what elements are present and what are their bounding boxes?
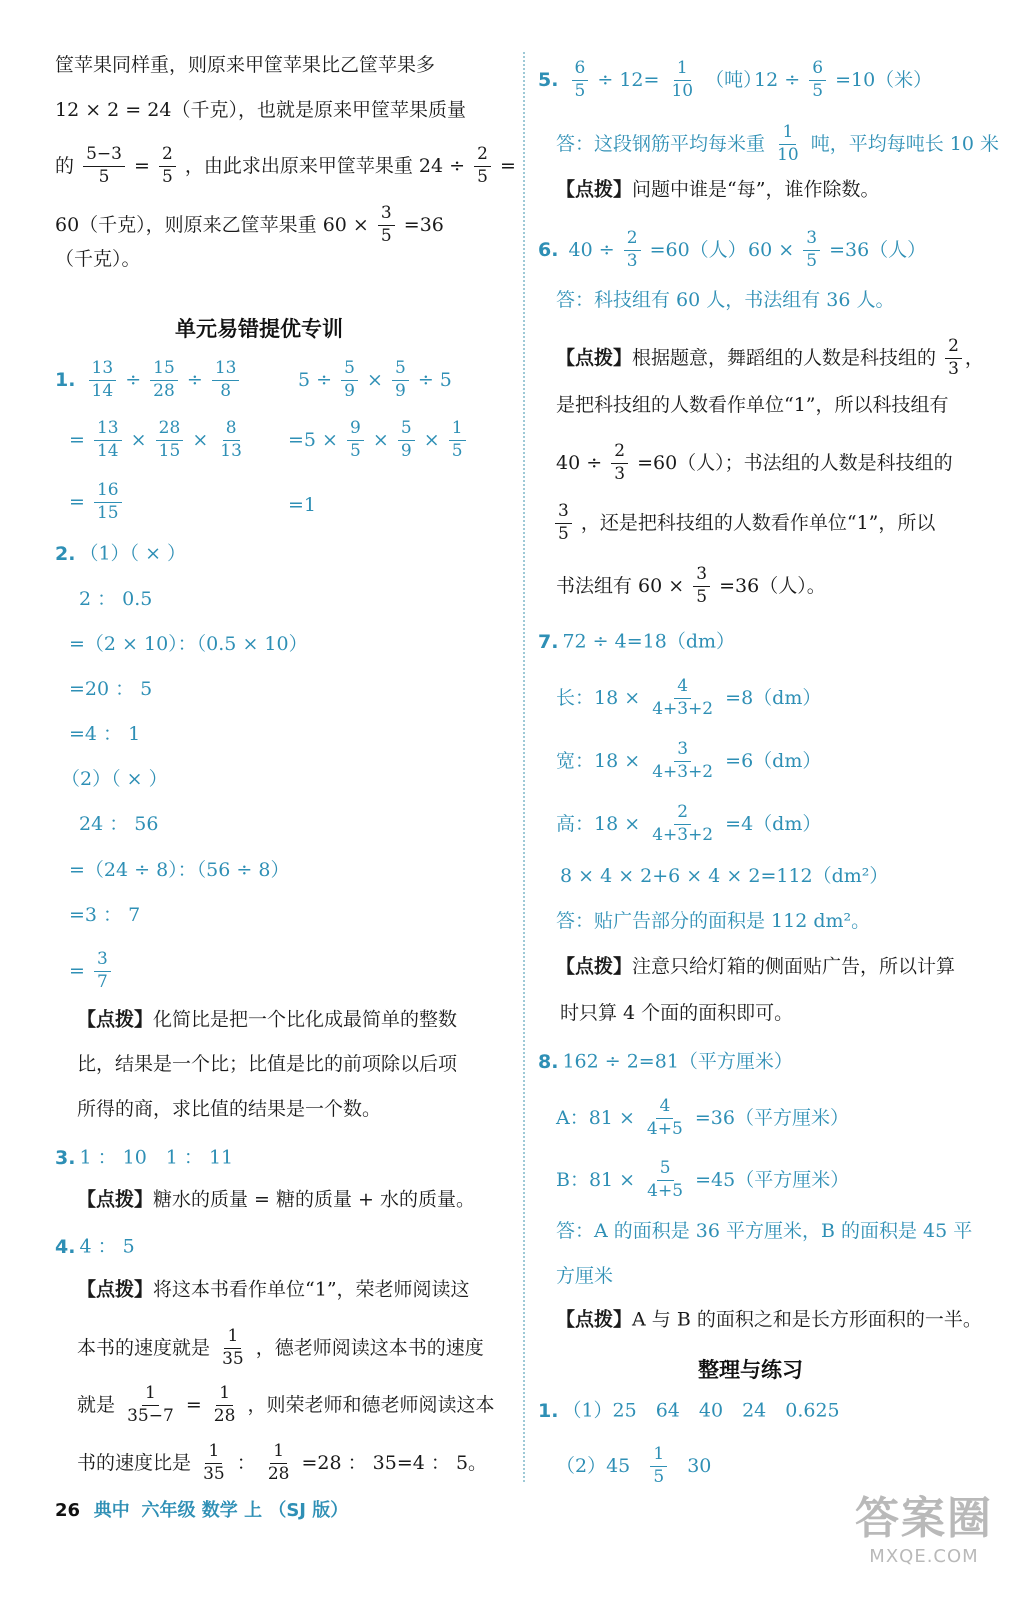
q1-b-line3: =1 — [288, 494, 317, 516]
hint-line: 【点拨】A 与 B 的面积之和是长方形面积的一半。 — [556, 1308, 982, 1331]
answer-line: 答：科技组有 60 人，书法组有 36 人。 — [556, 289, 895, 311]
hint-line: 【点拨】将这本书看作单位“1”，荣老师阅读这 — [77, 1278, 470, 1301]
hint-line: 40 ÷ $\frac{2}{3}$ =60（人）；书法组的人数是科技组的 — [556, 441, 953, 484]
hint-line: 所得的商，求比值的结果是一个数。 — [77, 1098, 382, 1120]
hint-line: 【点拨】化简比是把一个比化成最简单的整数 — [77, 1008, 458, 1031]
hint-line: 书法组有 60 × $\frac{3}{5}$ =36（人）。 — [556, 564, 826, 607]
q7-line: 宽：18 × $\frac{3}{4+3+2}$ =6（dm） — [556, 739, 822, 782]
text-line: 的 $\frac{5-3}{5}$ = $\frac{2}{5}$ ，由此求出原来甲筐苹果重 24 ÷ $\frac{2}{5}$ = — [55, 144, 516, 187]
hint-line: 书的速度比是 $\frac{1}{35}$ ： $\frac{1}{28}$ =28 ： 35=4 ： 5。 — [77, 1441, 488, 1484]
q4-line: 4. 4 ： 5 — [55, 1235, 135, 1258]
hint-line: 是把科技组的人数看作单位“1”，所以科技组有 — [556, 394, 949, 416]
page-number: 26 — [55, 1500, 81, 1521]
fraction: $\frac{2}{5}$ — [159, 146, 176, 187]
q2-line: =20 ： 5 — [69, 678, 153, 700]
hint-line: 就是 $\frac{1}{35-7}$ = $\frac{1}{28}$ ，则荣老师和德老师阅读这本 — [77, 1383, 495, 1426]
q2-line: 2. （1）（ × ） — [55, 542, 187, 565]
q1-a-line1: 1. $\frac{13}{14}$ ÷ $\frac{15}{28}$ ÷ $\frac{13}{8}$ — [55, 360, 242, 401]
fraction: $\frac{5-3}{5}$ — [83, 146, 125, 187]
q7-line: 7. 72 ÷ 4=18（dm） — [538, 630, 735, 653]
text-line: （千克）。 — [55, 248, 141, 270]
hint-line: $\frac{3}{5}$ ，还是把科技组的人数看作单位“1”，所以 — [552, 503, 935, 544]
section-title: 单元易错提优专训 — [175, 317, 343, 341]
q2-line: 2 ： 0.5 — [79, 588, 153, 610]
text-line: 60（千克），则原来乙筐苹果重 60 × $\frac{3}{5}$ =36 — [55, 203, 444, 246]
q6-line: 6. 40 ÷ $\frac{2}{3}$ =60（人） — [538, 228, 747, 271]
answer-line: 答：贴广告部分的面积是 112 dm²。 — [556, 910, 871, 932]
q6-line: 60 × $\frac{3}{5}$ =36（人） — [748, 228, 927, 271]
q2-line: （2）（ × ） — [61, 768, 168, 790]
fraction: $\frac{2}{5}$ — [474, 146, 491, 187]
q8-line: 8. 162 ÷ 2=81（平方厘米） — [538, 1050, 793, 1073]
answer-line: 方厘米 — [556, 1265, 614, 1287]
brand-logo: 典中 — [93, 1500, 130, 1521]
text-line: 12 × 2 = 24（千克），也就是原来甲筐苹果质量 — [55, 99, 466, 121]
hint-line: 【点拨】问题中谁是“每”，谁作除数。 — [556, 178, 880, 201]
column-divider — [523, 52, 525, 1482]
s1-line: （2）45 $\frac{1}{5}$ 30 — [556, 1444, 712, 1487]
q1-a-line2: = $\frac{13}{14}$ × $\frac{28}{15}$ × $\frac{8}{13}$ — [69, 418, 242, 461]
hint-line: 【点拨】糖水的质量 = 糖的质量 + 水的质量。 — [77, 1188, 476, 1211]
hint-line: 【点拨】根据题意，舞蹈组的人数是科技组的 $\frac{2}{3}$ ， — [556, 336, 984, 379]
q2-line: =（24 ÷ 8）：（56 ÷ 8） — [69, 859, 290, 881]
watermark: 答案圈 MXQE.COM — [855, 1493, 993, 1567]
q1-b-line2: =5 × $\frac{9}{5}$ × $\frac{5}{9}$ × $\frac{1}{5}$ — [288, 420, 469, 461]
q5-line: 5. $\frac{6}{5}$ ÷ 12= $\frac{1}{10}$ （吨） — [538, 58, 763, 101]
section-title: 整理与练习 — [698, 1358, 803, 1382]
q3-line: 3. 1 ： 10 1 ： 11 — [55, 1146, 234, 1169]
answer-line: 答：这段钢筋平均每米重 $\frac{1}{10}$ 吨，平均每吨长 10 米 — [556, 122, 1000, 165]
q1-a-line3: = $\frac{16}{15}$ — [69, 482, 125, 523]
hint-line: 【点拨】注意只给灯箱的侧面贴广告，所以计算 — [556, 955, 956, 978]
s1-line: 1. （1）25 64 40 24 0.625 — [538, 1399, 840, 1422]
q2-line: = $\frac{3}{7}$ — [69, 951, 114, 992]
book-title: 六年级 数学 上 （SJ 版） — [141, 1500, 349, 1521]
q2-line: =（2 × 10）：（0.5 × 10） — [69, 633, 308, 655]
answer-line: 答：A 的面积是 36 平方厘米，B 的面积是 45 平 — [556, 1220, 973, 1242]
page-footer — [55, 1496, 348, 1522]
q7-line: 8 × 4 × 2+6 × 4 × 2=112（dm²） — [560, 865, 889, 887]
hint-line: 本书的速度就是 $\frac{1}{35}$ ，德老师阅读这本书的速度 — [77, 1326, 484, 1369]
q8-line: A：81 × $\frac{4}{4+5}$ =36（平方厘米） — [556, 1096, 849, 1139]
q2-line: 24 ： 56 — [79, 813, 159, 835]
q8-line: B：81 × $\frac{5}{4+5}$ =45（平方厘米） — [556, 1158, 850, 1201]
fraction: $\frac{3}{5}$ — [378, 205, 395, 246]
hint-line: 比，结果是一个比；比值是比的前项除以后项 — [77, 1053, 458, 1075]
q2-line: =4 ： 1 — [69, 723, 141, 745]
q2-line: =3 ： 7 — [69, 904, 141, 926]
q7-line: 长：18 × $\frac{4}{4+3+2}$ =8（dm） — [556, 676, 822, 719]
q1-b-line1: 5 ÷ $\frac{5}{9}$ × $\frac{5}{9}$ ÷ 5 — [298, 358, 452, 401]
hint-line: 时只算 4 个面的面积即可。 — [560, 1002, 794, 1024]
q7-line: 高：18 × $\frac{2}{4+3+2}$ =4（dm） — [556, 802, 822, 845]
q5-line: 12 ÷ $\frac{6}{5}$ =10（米） — [754, 58, 933, 101]
text-line: 筐苹果同样重，则原来甲筐苹果比乙筐苹果多 — [55, 54, 436, 76]
